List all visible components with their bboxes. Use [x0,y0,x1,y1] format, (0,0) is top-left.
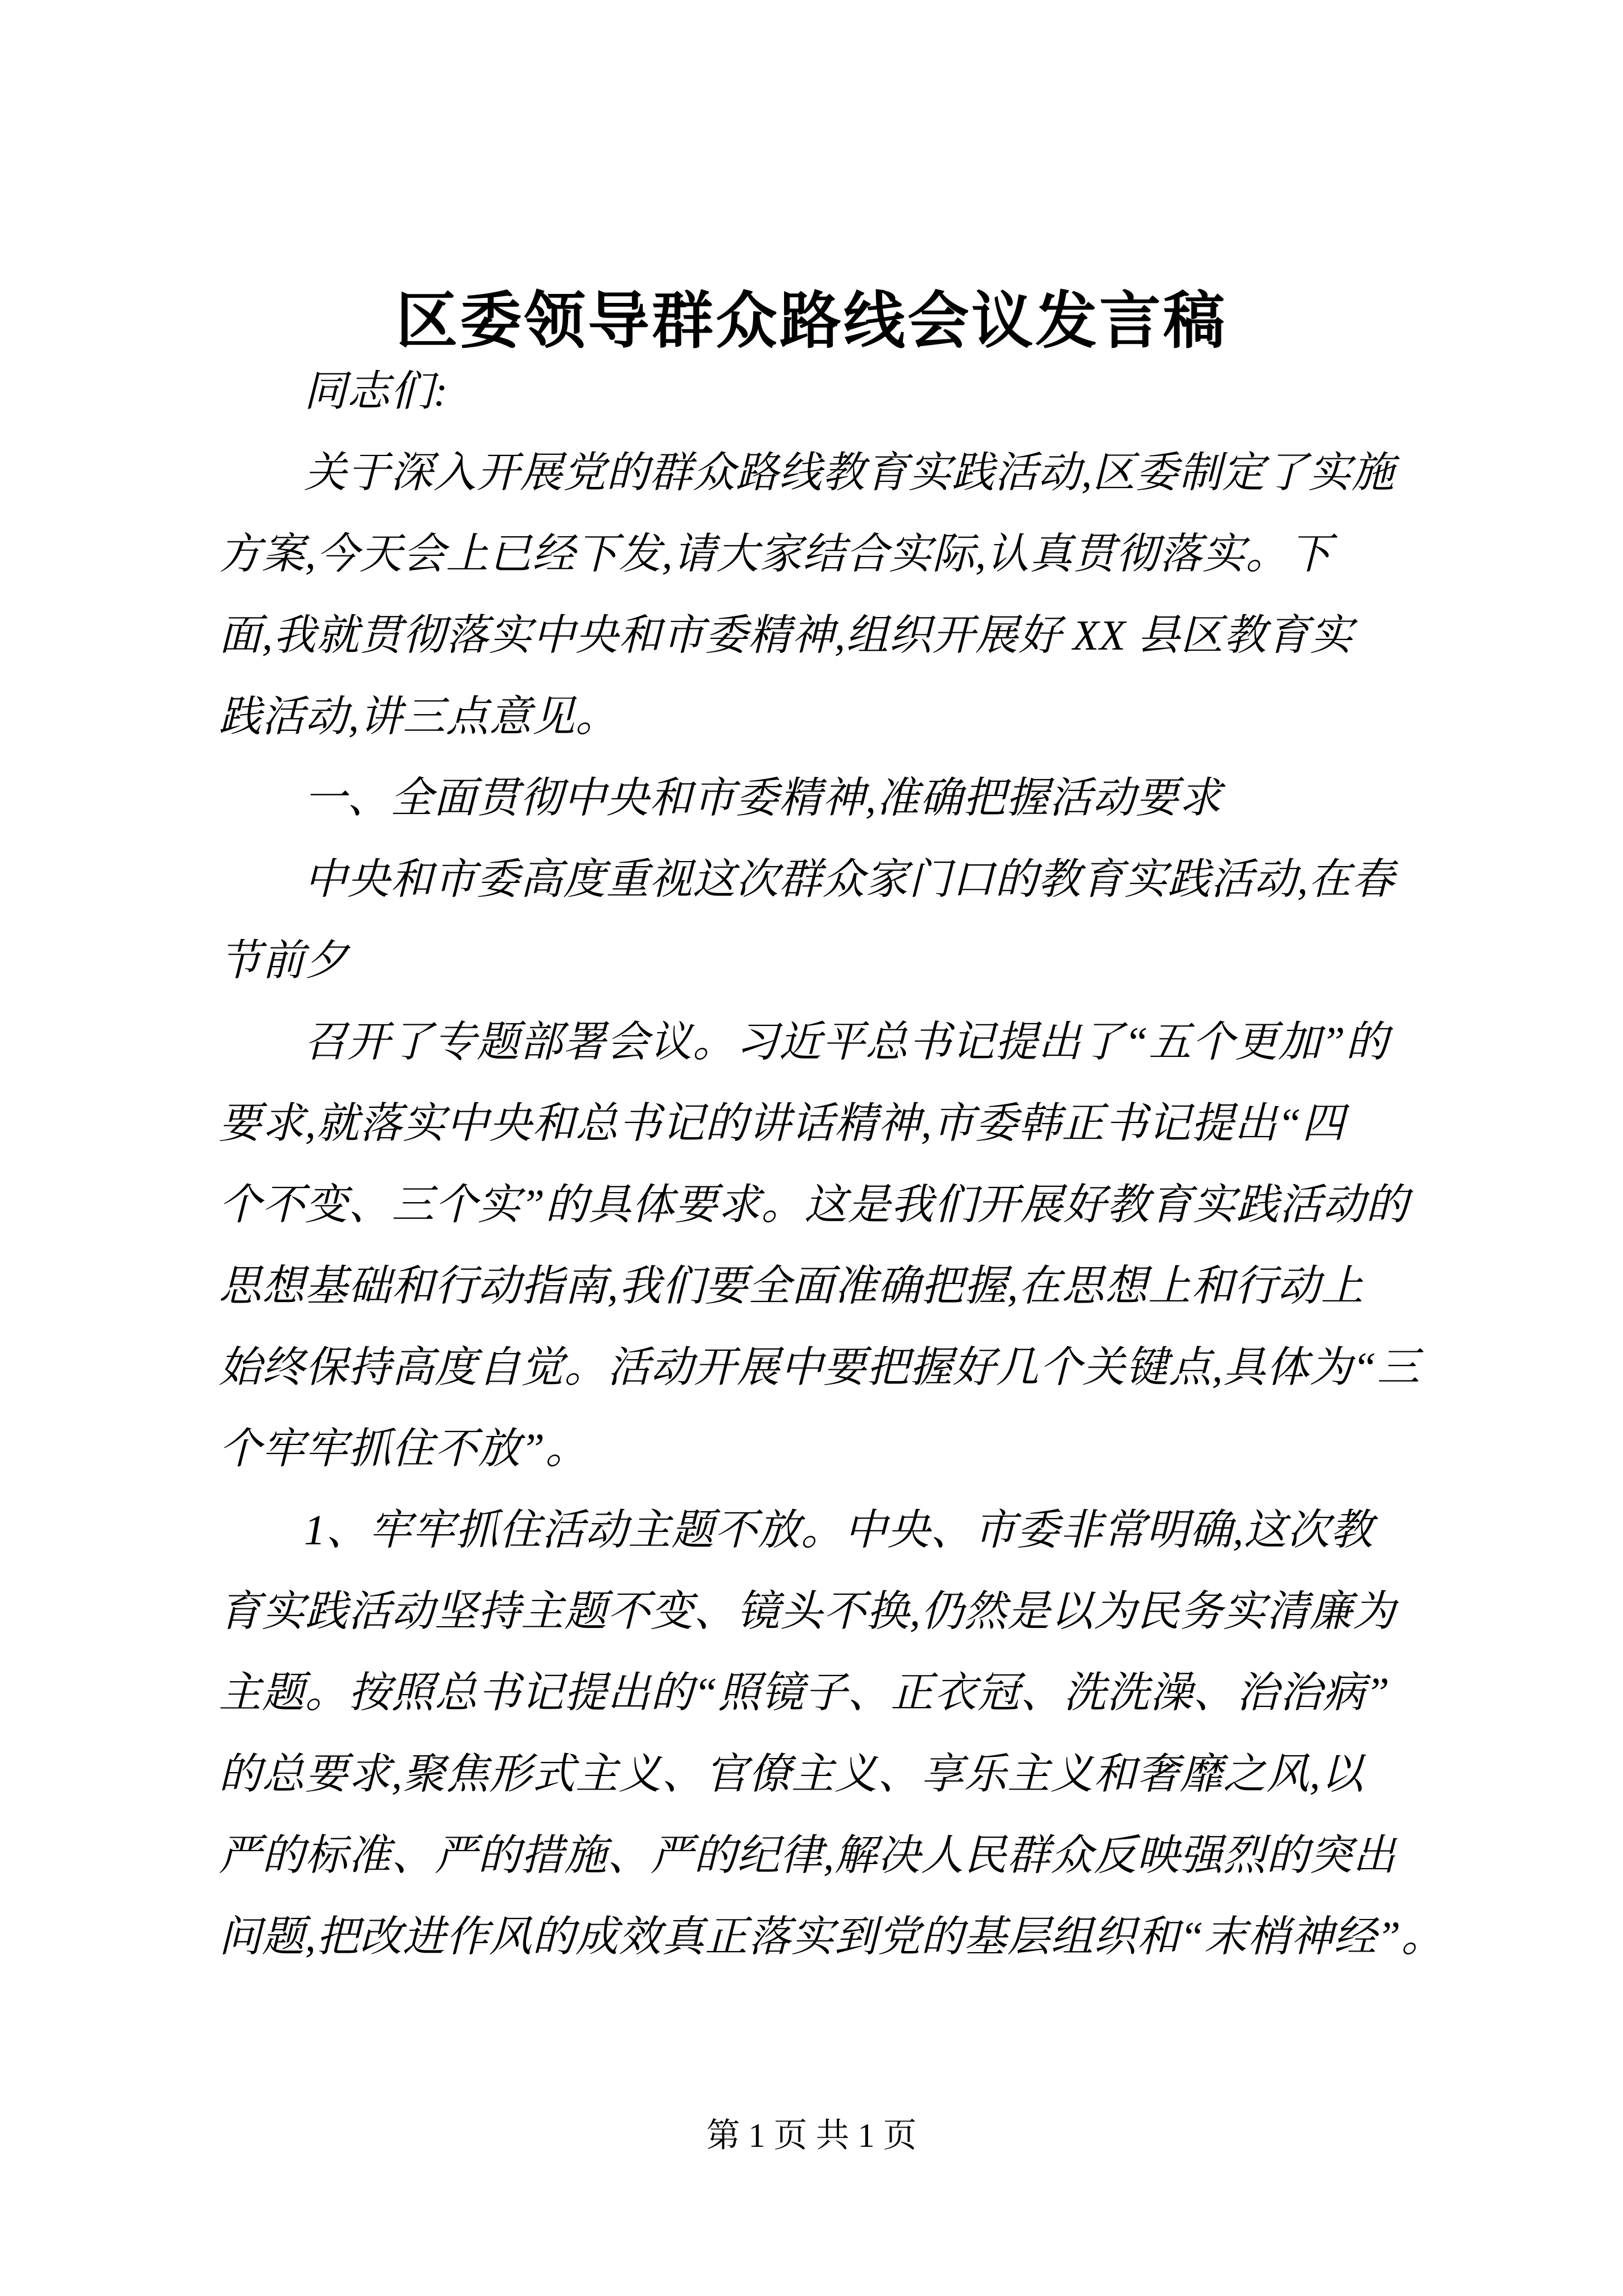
body-line: 关于深入开展党的群众路线教育实践活动,区委制定了实施 [304,449,1395,496]
body-line: 方案,今天会上已经下发,请大家结合实际,认真贯彻落实。下 [219,531,1332,578]
body-line: 始终保持高度自觉。活动开展中要把握好几个关键点,具体为“三 [219,1344,1421,1391]
body-line: 要求,就落实中央和总书记的讲话精神,市委韩正书记提出“四 [219,1100,1345,1147]
body-line: 的总要求,聚焦形式主义、官僚主义、享乐主义和奢靡之风,以 [219,1751,1364,1798]
body-line: 节前夕 [219,937,348,984]
body-line: 1、牢牢抓住活动主题不放。中央、市委非常明确,这次教 [304,1507,1373,1554]
document-body [219,351,1445,1978]
body-line: 召开了专题部署会议。习近平总书记提出了“五个更加”的 [304,1019,1389,1066]
body-line: 中央和市委高度重视这次群众家门口的教育实践活动,在春 [304,856,1395,903]
body-line: 践活动,讲三点意见。 [219,693,619,740]
document-title: 区委领导群众路线会议发言稿 [396,287,1227,356]
page-number-footer: 第 1 页 共 1 页 [706,2117,917,2154]
body-line: 面,我就贯彻落实中央和市委精神,组织开展好 XX 县区教育实 [219,612,1353,659]
body-line: 个不变、三个实”的具体要求。这是我们开展好教育实践活动的 [219,1181,1409,1228]
body-line: 问题,把改进作风的成效真正落实到党的基层组织和“末梢神经”。 [219,1913,1445,1961]
body-line: 育实践活动坚持主题不变、镜头不换,仍然是以为民务实清廉为 [219,1588,1396,1635]
body-line: 个牢牢抓住不放”。 [219,1425,589,1473]
body-line: 主题。按照总书记提出的“照镜子、正衣冠、洗洗澡、治治病” [219,1669,1390,1717]
body-line: 思想基础和行动指南,我们要全面准确把握,在思想上和行动上 [219,1263,1364,1310]
body-line: 一、全面贯彻中央和市委精神,准确把握活动要求 [304,775,1222,822]
body-line: 同志们: [304,368,449,415]
body-line: 严的标准、严的措施、严的纪律,解决人民群众反映强烈的突出 [219,1832,1396,1879]
